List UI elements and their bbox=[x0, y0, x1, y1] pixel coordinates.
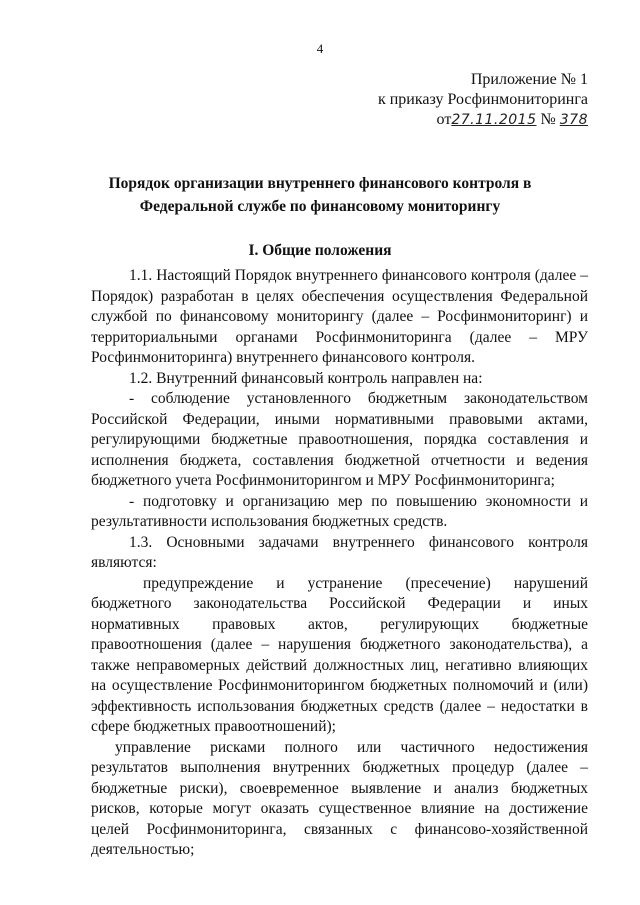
appendix-line-2: к приказу Росфинмониторинга bbox=[377, 91, 588, 108]
paragraph-1-2: 1.2. Внутренний финансовый контроль направлен на: bbox=[129, 369, 483, 387]
document-title: Порядок организации внутреннего финансового контроля в Федеральной службе по финансовому мониторингу bbox=[108, 175, 532, 215]
task-prevention: предупреждение и устранение (пресечение) нарушений бюджетного законодательства Российской Федерации и иных нормативных правовых актов, регулирующих бюджетные правоотношения (далее – нарушения бюджетного законодательства), а также неправомерных действий должностных лиц, негативно влияющих на осуществление Росфинмониторингом бюджетных полномочий и (или) эффективность использования бюджетных средств (далее – недостатки в сфере бюджетных правоотношений); bbox=[91, 574, 588, 735]
number-prefix: № bbox=[540, 111, 556, 128]
section-heading: I. Общие положения bbox=[248, 242, 392, 259]
page-number: 4 bbox=[316, 41, 324, 56]
appendix-header bbox=[328, 70, 588, 130]
list-item-compliance: - соблюдение установленного бюджетным законодательством Российской Федерации, иными нормативными правовыми актами, регулирующими бюджетные правоотношения, порядка составления и исполнения бюджета, составления бюджетной отчетности и ведения бюджетного учета Росфинмониторингом и МРУ Росфинмониторинга; bbox=[91, 390, 588, 489]
handwritten-number: 378 bbox=[559, 112, 588, 128]
paragraph-1-1: 1.1. Настоящий Порядок внутреннего финансового контроля (далее – Порядок) разработан в целях обеспечения осуществления Федеральной службой по финансовому мониторингу (далее – Росфинмониторинг) и территориальными органами Росфинмониторинга (далее – МРУ Росфинмониторинга) внутреннего финансового контроля. bbox=[91, 267, 588, 366]
paragraph-1-3: 1.3. Основными задачами внутреннего финансового контроля являются: bbox=[91, 533, 588, 571]
task-risk-management: управление рисками полного или частичного недостижения результатов выполнения внутренних бюджетных процедур (далее – бюджетные риски), своевременное выявление и анализ бюджетных рисков, которые могут оказать существенное влияние на достижение целей Росфинмониторинга, связанных с финансово-хозяйственной деятельностью; bbox=[91, 738, 588, 858]
appendix-line-1: Приложение № 1 bbox=[470, 71, 588, 88]
list-item-efficiency: - подготовку и организацию мер по повышению экономности и результативности использования бюджетных средств. bbox=[91, 492, 588, 530]
document-body bbox=[91, 266, 588, 861]
handwritten-date: 27.11.2015 bbox=[451, 112, 537, 128]
appendix-date-line bbox=[328, 110, 588, 130]
date-prefix: от bbox=[436, 111, 452, 128]
